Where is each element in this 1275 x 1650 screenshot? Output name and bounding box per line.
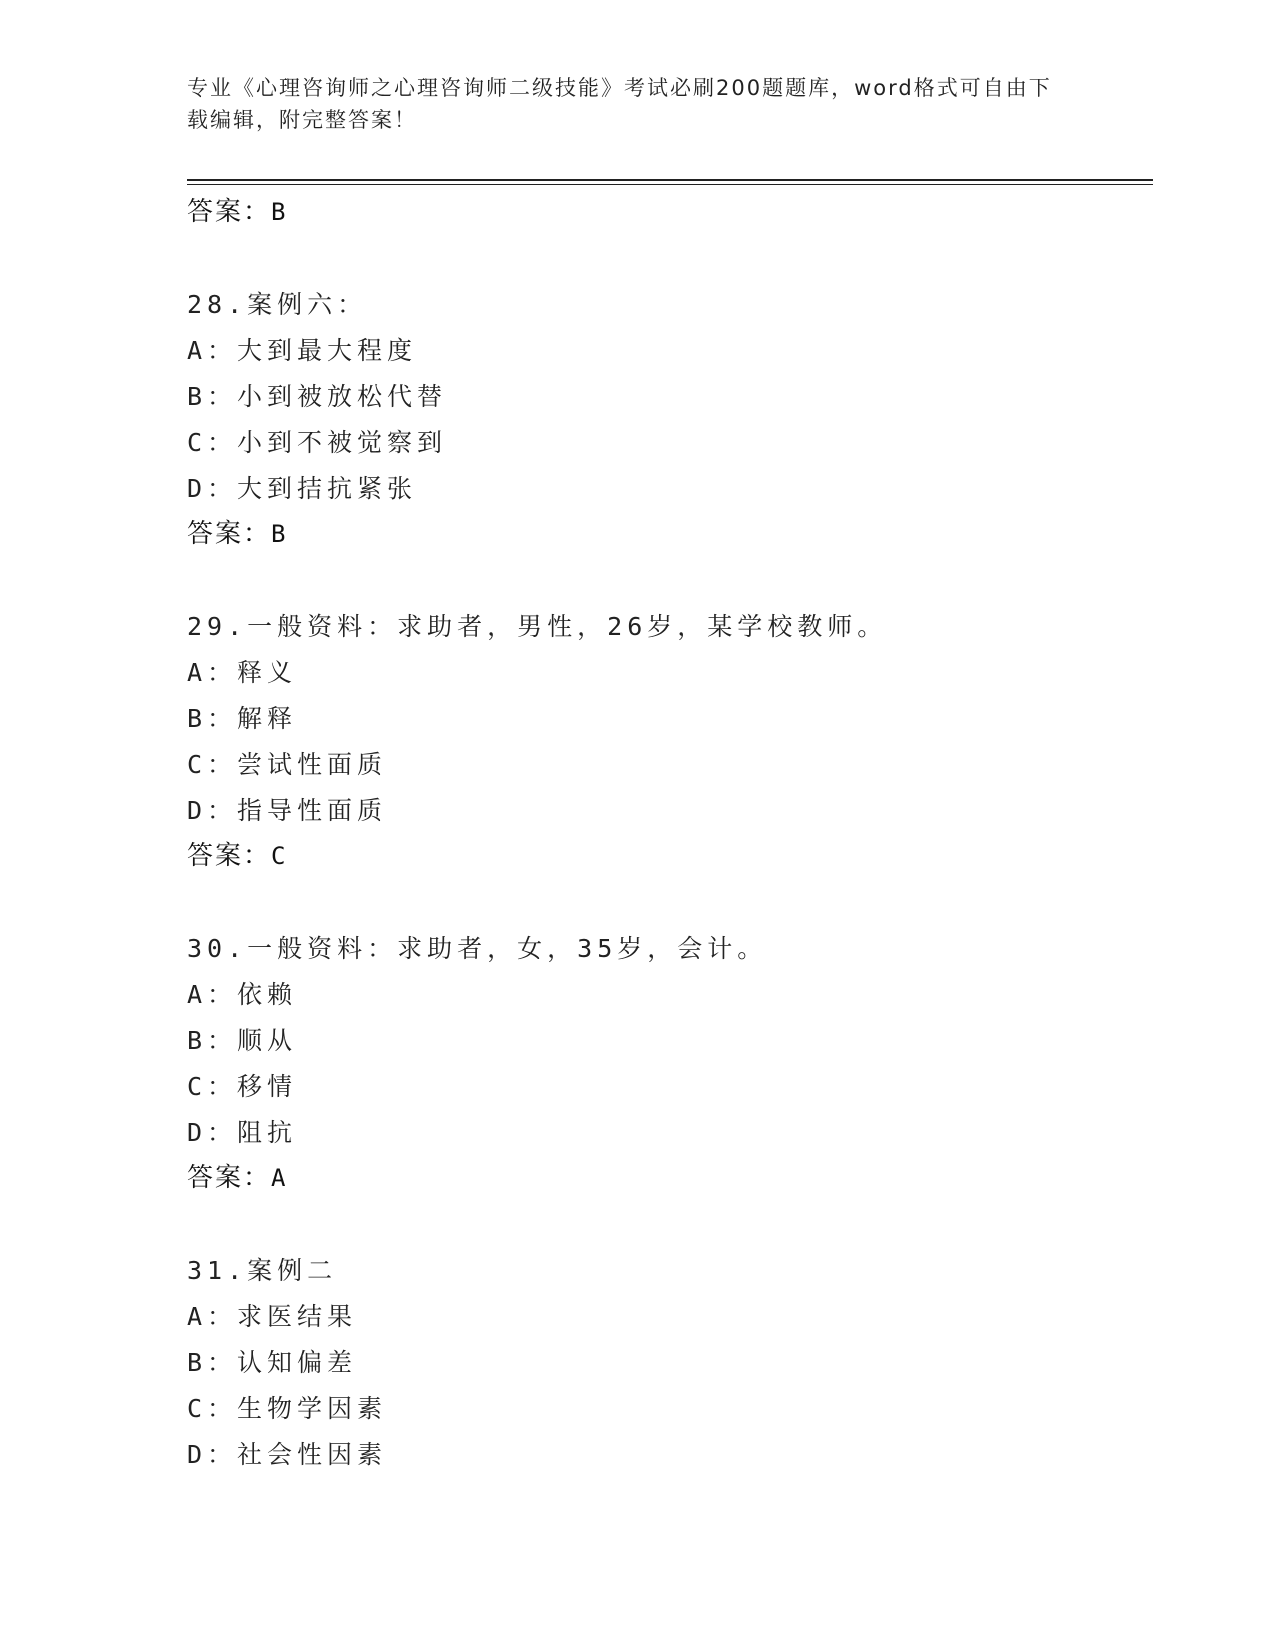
question-block xyxy=(187,926,1153,1200)
option-d: D：社会性因素 xyxy=(187,1440,388,1469)
answer-line xyxy=(187,834,1153,878)
option-b: B：解释 xyxy=(187,704,298,733)
option-a: A：大到最大程度 xyxy=(187,336,418,365)
header-rule-thin xyxy=(187,184,1153,185)
option-c: C：小到不被觉察到 xyxy=(187,428,448,457)
header-rule-thick xyxy=(187,179,1153,181)
option-c: C：尝试性面质 xyxy=(187,750,388,779)
answer-label: 答案： xyxy=(187,197,272,227)
option-a: A：求医结果 xyxy=(187,1302,358,1331)
answer-line xyxy=(187,1156,1153,1200)
answer-label: 答案： xyxy=(187,1163,272,1193)
document-header: 专业《心理咨询师之心理咨询师二级技能》考试必刷200题题库，word格式可自由下载编辑，附完整答案！ xyxy=(187,76,1052,132)
option-d: D：大到拮抗紧张 xyxy=(187,474,418,503)
answer-label: 答案： xyxy=(187,519,272,549)
question-block xyxy=(187,1248,1153,1478)
question-block xyxy=(187,282,1153,556)
option-b: B：顺从 xyxy=(187,1026,298,1055)
answer-value: A xyxy=(271,1164,288,1192)
answer-line xyxy=(187,190,1153,234)
option-a: A：依赖 xyxy=(187,980,298,1009)
question-stem: 31.案例二 xyxy=(187,1256,338,1285)
option-d: D：指导性面质 xyxy=(187,796,388,825)
option-b: B：小到被放松代替 xyxy=(187,382,448,411)
answer-value: C xyxy=(271,842,288,870)
question-stem: 30.一般资料：求助者，女，35岁，会计。 xyxy=(187,934,768,963)
question-stem: 28.案例六： xyxy=(187,290,368,319)
answer-value: B xyxy=(271,198,288,226)
question-list xyxy=(187,190,1153,1478)
question-block xyxy=(187,604,1153,878)
answer-value: B xyxy=(271,520,288,548)
question-stem: 29.一般资料：求助者，男性，26岁，某学校教师。 xyxy=(187,612,888,641)
answer-line xyxy=(187,512,1153,556)
option-c: C：生物学因素 xyxy=(187,1394,388,1423)
option-b: B：认知偏差 xyxy=(187,1348,358,1377)
option-c: C：移情 xyxy=(187,1072,298,1101)
option-d: D：阻抗 xyxy=(187,1118,298,1147)
answer-label: 答案： xyxy=(187,841,272,871)
option-a: A：释义 xyxy=(187,658,298,687)
